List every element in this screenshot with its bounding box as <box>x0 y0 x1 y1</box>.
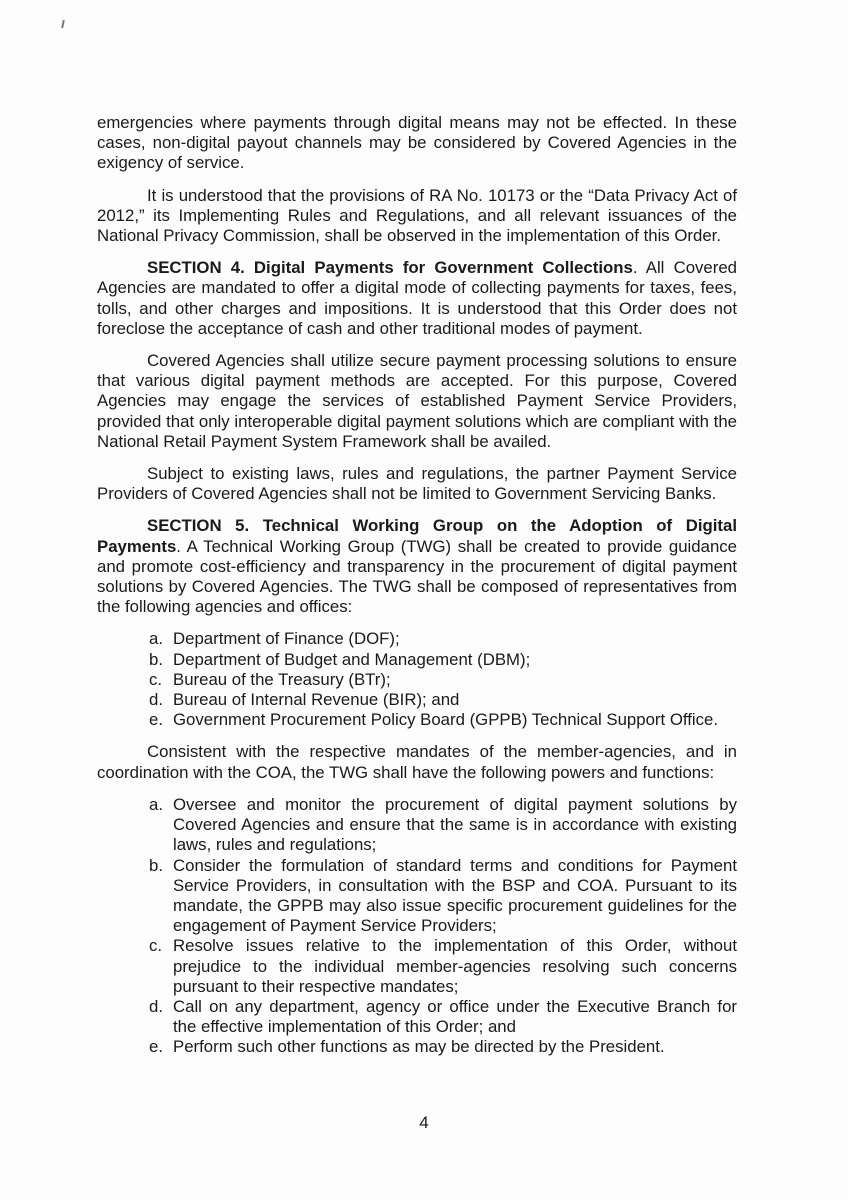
list-item-text: Consider the formulation of standard terms and conditions for Payment Service Providers, in consultation with the BSP and COA. Pursuant to its mandate, the GPPB may also issue specific procurement guidelines for the engagement of Payment Service Providers; <box>173 855 737 936</box>
list-item-text: Bureau of Internal Revenue (BIR); and <box>173 690 460 710</box>
list-item-text: Perform such other functions as may be directed by the President. <box>173 1037 665 1057</box>
list-letter: c. <box>149 669 163 689</box>
section-4-paragraph <box>97 258 737 339</box>
list-item-text: Department of Budget and Management (DBM); <box>173 649 531 669</box>
list-item-text: Bureau of the Treasury (BTr); <box>173 669 391 689</box>
scan-mark <box>61 20 65 28</box>
list-item <box>149 1037 737 1057</box>
list-item-text: Government Procurement Policy Board (GPPB) Technical Support Office. <box>173 710 719 730</box>
list-letter: b. <box>149 649 163 669</box>
section-5-body: . A Technical Working Group (TWG) shall be created to provide guidance and promote cost-efficiency and transparency in the procurement of digital payment solutions by Covered Agencies. The TWG shall be composed of representatives from the following agencies and offices: <box>97 536 737 617</box>
paragraph-payment-processing: Covered Agencies shall utilize secure payment processing solutions to ensure that various digital payment methods are accepted. For this purpose, Covered Agencies may engage the services of established Payment Service Providers, provided that only interoperable digital payment solutions which are compliant with the National Retail Payment System Framework shall be availed. <box>97 351 737 451</box>
section-5-paragraph <box>97 516 737 617</box>
section-4-heading: SECTION 4. Digital Payments for Government Collections <box>147 258 633 278</box>
list-letter: b. <box>149 855 163 875</box>
list-item <box>149 795 737 856</box>
paragraph-continuation: emergencies where payments through digital means may not be effected. In these cases, non-digital payout channels may be considered by Covered Agencies in the exigency of service. <box>97 113 737 173</box>
list-letter: c. <box>149 936 163 956</box>
list-item <box>149 650 737 670</box>
list-item <box>149 710 737 730</box>
list-letter: e. <box>149 1037 163 1057</box>
list-item-text: Resolve issues relative to the implementation of this Order, without prejudice to the individual member-agencies resolving such concerns pursuant to their respective mandates; <box>173 936 737 996</box>
list-item-text: Department of Finance (DOF); <box>173 629 400 649</box>
list-item <box>149 936 737 997</box>
twg-members-list <box>97 629 737 730</box>
list-item <box>149 856 737 937</box>
twg-functions-list <box>97 795 737 1058</box>
paragraph-powers-intro: Consistent with the respective mandates of the member-agencies, and in coordination with the COA, the TWG shall have the following powers and functions: <box>97 742 737 782</box>
page-number: 4 <box>419 1113 429 1132</box>
list-letter: d. <box>149 996 163 1016</box>
list-item <box>149 670 737 690</box>
list-item-text: Call on any department, agency or office under the Executive Branch for the effective implementation of this Order; and <box>173 996 737 1037</box>
list-letter: d. <box>149 690 163 710</box>
list-item <box>149 997 737 1037</box>
paragraph-data-privacy: It is understood that the provisions of RA No. 10173 or the “Data Privacy Act of 2012,” its Implementing Rules and Regulations, and all relevant issuances of the National Privacy Commission, shall be observed in the implementation of this Order. <box>97 185 737 246</box>
paragraph-partner-providers: Subject to existing laws, rules and regulations, the partner Payment Service Providers of Covered Agencies shall not be limited to Government Servicing Banks. <box>97 464 737 504</box>
list-item <box>149 690 737 710</box>
document-body <box>97 113 737 1070</box>
section-5-heading: SECTION 5. Technical Working Group on the Adoption of Digital Payments <box>97 516 737 556</box>
section-4-body: . All Covered Agencies are mandated to offer a digital mode of collecting payments for taxes, fees, tolls, and other charges and impositions. It is understood that this Order does not foreclose the acceptance of cash and other traditional modes of payment. <box>97 258 738 338</box>
list-letter: a. <box>149 794 163 814</box>
list-letter: a. <box>149 629 163 649</box>
list-letter: e. <box>149 710 163 730</box>
list-item <box>149 629 737 649</box>
list-item-text: Oversee and monitor the procurement of digital payment solutions by Covered Agencies and ensure that the same is in accordance with existing laws, rules and regulations; <box>173 794 737 855</box>
